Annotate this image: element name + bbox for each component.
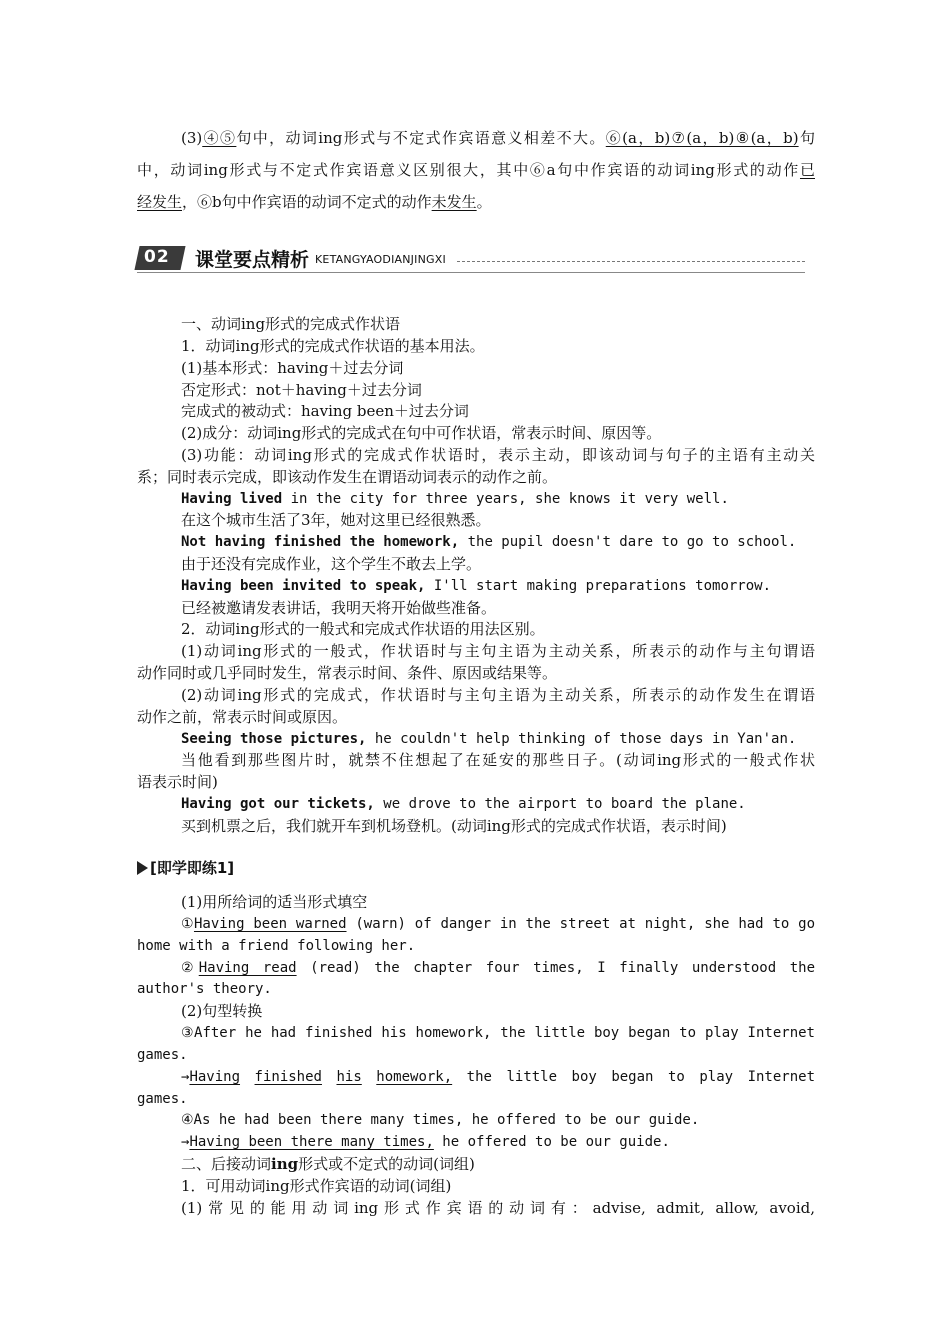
practice-q1-2b: author's theory.	[137, 981, 272, 997]
answer-fill: Having	[189, 1069, 241, 1085]
banner-dashed-line	[457, 261, 805, 262]
sec1-p1-2: 否定形式：not＋having＋过去分词	[181, 381, 422, 399]
example-2	[181, 531, 815, 553]
underlined-answer: ④⑤	[202, 129, 237, 147]
top-para-line-3	[137, 191, 815, 213]
section-number: 02	[144, 247, 170, 267]
sec1-p2: 2．动词ing形式的一般式和完成式作状语的用法区别。	[181, 620, 545, 638]
example-3-cn: 已经被邀请发表讲话，我明天将开始做些准备。	[181, 599, 497, 617]
practice-heading-text: [即学即练1]	[150, 859, 235, 877]
text: 句	[798, 129, 815, 147]
practice-q2-3a: ③After he had finished his homework, the little boy began to play Internet	[181, 1025, 815, 1041]
item-number: ①	[181, 916, 194, 932]
text: the little boy began to play Internet	[452, 1069, 815, 1085]
top-para-line-2	[137, 159, 815, 181]
section-title: 课堂要点精析	[195, 249, 310, 271]
answer-fill: Having read	[198, 960, 297, 976]
example-2-cn: 由于还没有完成作业，这个学生不敢去上学。	[181, 555, 482, 573]
practice-heading	[137, 857, 815, 879]
answer-fill: Having been there many times,	[189, 1134, 434, 1150]
example-bold: Having been invited to speak,	[181, 578, 426, 594]
sec1-p1-4: (2)成分：动词ing形式的完成式在句中可作状语，常表示时间、原因等。	[181, 424, 662, 442]
underlined-answer: 未发生	[431, 193, 477, 211]
sec1-p2-1b: 动作同时或几乎同时发生，常表示时间、条件、原因或结果等。	[137, 664, 558, 682]
example-5-cn: 买到机票之后，我们就开车到机场登机。(动词ing形式的完成式作状语，表示时间)	[181, 817, 727, 835]
sec1-p1-5b: 系；同时表示完成，即该动作发生在谓语动词表示的动作之前。	[137, 468, 558, 486]
practice-q2-3-answer	[181, 1066, 815, 1088]
example-text: in the city for three years, she knows it very well.	[282, 491, 729, 507]
example-4	[181, 728, 815, 750]
text: (read) the chapter four times, I finally understood the	[296, 960, 815, 976]
text: 二、后接动词	[181, 1155, 272, 1173]
text: ，⑥b句中作宾语的动词不定式的动作	[182, 193, 432, 211]
example-bold: Having got our tickets,	[181, 796, 375, 812]
practice-q2-3b: games.	[137, 1047, 188, 1063]
example-text: we drove to the airport to board the plane.	[374, 796, 746, 812]
text: 句中，动词ing形式与不定式作宾语意义相差不大。	[236, 129, 606, 147]
text: he offered to be our guide.	[433, 1134, 670, 1150]
top-para-line-1	[181, 127, 815, 149]
answer-fill: finished	[254, 1069, 322, 1085]
arrow-icon: →	[181, 1134, 190, 1150]
example-1-cn: 在这个城市生活了3年，她对这里已经很熟悉。	[181, 511, 491, 529]
sec1-p2-1a: (1)动词ing形式的一般式，作状语时与主句主语为主动关系，所表示的动作与主句谓语	[181, 642, 815, 660]
sec2-p1: 1．可用动词ing形式作宾语的动词(词组)	[181, 1177, 452, 1195]
sec1-title: 一、动词ing形式的完成式作状语	[181, 315, 401, 333]
example-5	[181, 793, 815, 815]
example-4-cn-b: 语表示时间)	[137, 773, 218, 791]
play-triangle-icon	[137, 861, 148, 875]
text: 。	[476, 193, 492, 211]
practice-q1-2a	[181, 957, 815, 979]
sec1-p1-3: 完成式的被动式：having been＋过去分词	[181, 402, 469, 420]
sec1-p2-2b: 动作之前，常表示时间或原因。	[137, 708, 348, 726]
sec1-p1-5a: (3)功能：动词ing形式的完成式作状语时，表示主动，即该动词与句子的主语有主动关	[181, 446, 815, 464]
practice-q1-1a	[181, 913, 815, 935]
practice-q2-3-d: games.	[137, 1091, 188, 1107]
item-number: ②	[181, 960, 199, 976]
practice-q2-4-answer	[181, 1131, 815, 1153]
sec1-p1-1: (1)基本形式：having＋过去分词	[181, 359, 404, 377]
example-4-cn-a: 当他看到那些图片时，就禁不住想起了在延安的那些日子。(动词ing形式的一般式作状	[181, 751, 815, 769]
underlined-answer: 已	[799, 161, 815, 179]
text: (warn) of danger in the street at night, she had to go	[346, 916, 815, 932]
practice-q2: (2)句型转换	[181, 1002, 263, 1020]
practice-q1-1b: home with a friend following her.	[137, 938, 416, 954]
answer-fill: his	[336, 1069, 362, 1085]
underlined-answer: 经发生	[137, 193, 183, 211]
banner-underline	[137, 272, 805, 273]
underlined-answer: ⑥(a，b)⑦(a，b)⑧(a，b)	[605, 129, 799, 147]
sec1-p2-2a: (2)动词ing形式的完成式，作状语时与主句主语为主动关系，所表示的动作发生在谓语	[181, 686, 815, 704]
text: 形式或不定式的动词(词组)	[298, 1155, 475, 1173]
example-3	[181, 575, 815, 597]
sec2-p1-1: (1)常见的能用动词ing形式作宾语的动词有：advise, admit, allow, avoid,	[181, 1199, 815, 1217]
answer-fill: Having been warned	[193, 916, 347, 932]
arrow-icon: →	[181, 1069, 190, 1085]
example-bold: Having lived	[181, 491, 283, 507]
text-bold: ing	[271, 1155, 299, 1173]
example-bold: Seeing those pictures,	[181, 731, 367, 747]
practice-q2-4a: ④As he had been there many times, he offered to be our guide.	[181, 1112, 700, 1128]
text: 中，动词ing形式与不定式作宾语意义区别很大，其中⑥a句中作宾语的动词ing形式的动作	[137, 161, 800, 179]
section-banner	[137, 244, 805, 274]
answer-fill: homework,	[376, 1069, 453, 1085]
example-text: he couldn't help thinking of those days in Yan'an.	[366, 731, 797, 747]
example-1	[181, 488, 815, 510]
example-bold: Not having finished the homework,	[181, 534, 460, 550]
section-subtitle: KETANGYAODIANJINGXI	[315, 253, 446, 266]
practice-q1: (1)用所给词的适当形式填空	[181, 893, 368, 911]
text: (3)	[181, 129, 203, 147]
example-text: the pupil doesn't dare to go to school.	[459, 534, 797, 550]
sec2-title	[181, 1153, 815, 1175]
sec1-p1: 1．动词ing形式的完成式作状语的基本用法。	[181, 337, 485, 355]
example-text: I'll start making preparations tomorrow.	[425, 578, 772, 594]
